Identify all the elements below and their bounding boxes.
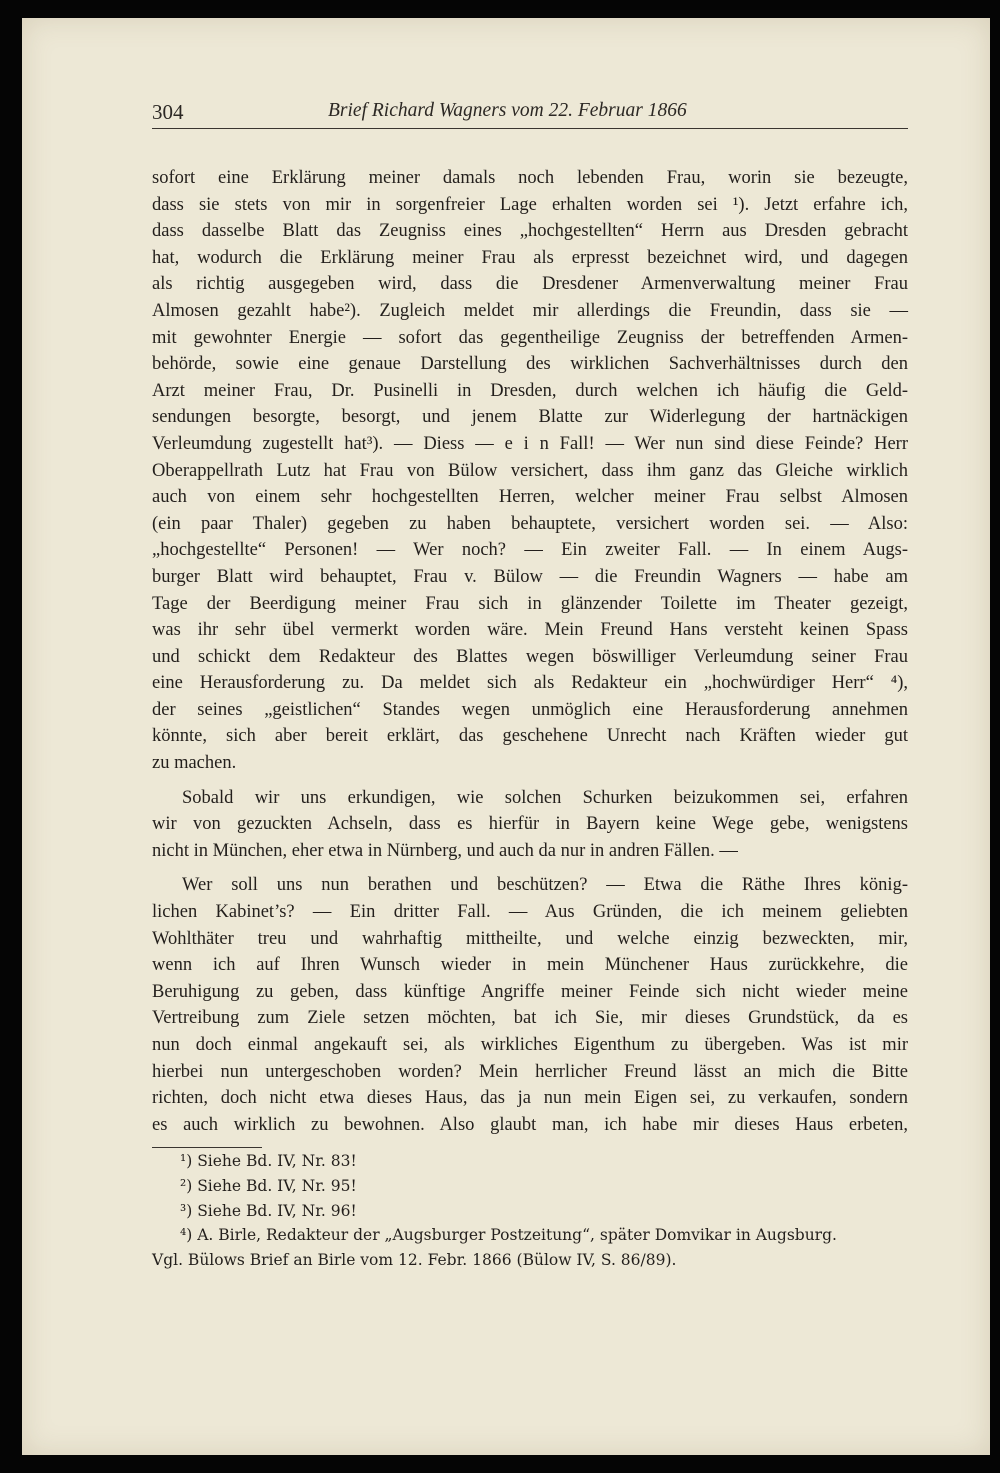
text-line: wir von gezuckten Achseln, dass es hierfür in Bayern keine Wege gebe, wenigstens — [152, 814, 908, 835]
text-line: was ihr sehr übel vermerkt worden wäre. Mein Freund Hans versteht keinen Spass — [152, 620, 908, 641]
text-line: „hochgestellte“ Personen! — Wer noch? — Ein zweiter Fall. — In einem Augs- — [152, 540, 908, 561]
text-line: richten, doch nicht etwa dieses Haus, das ja nun mein Eigen sei, zu verkaufen, sondern — [152, 1088, 908, 1109]
text-line: sofort eine Erklärung meiner damals noch lebenden Frau, worin sie bezeugte, — [152, 168, 908, 188]
text-line: Almosen gezahlt habe²). Zugleich meldet mir allerdings die Freundin, dass sie — — [152, 300, 908, 321]
text-line: auch von einem sehr hochgestellten Herren, welcher meiner Frau selbst Almosen — [152, 487, 908, 508]
text-line: Vertreibung zum Ziele setzen möchten, bat ich Sie, mir dieses Grundstück, da es — [152, 1008, 908, 1029]
footnote-rule — [152, 1147, 262, 1148]
text-line: Beruhigung zu geben, dass künftige Angriffe meiner Feinde sich nicht wieder meine — [152, 981, 908, 1002]
text-line: als richtig ausgegeben wird, dass die Dresdener Armenverwaltung meiner Frau — [152, 274, 908, 295]
text-line: hat, wodurch die Erklärung meiner Frau als erpresst bezeichnet wird, und dagegen — [152, 247, 908, 268]
text-line: lichen Kabinet’s? — Ein dritter Fall. — Aus Gründen, die ich meinem geliebten — [152, 902, 908, 923]
text-line: Wohlthäter treu und wahrhaftig mittheilte, und welche einzig bezweckten, mir, — [152, 928, 908, 949]
text-line: Sobald wir uns erkundigen, wie solchen Schurken beizukommen sei, erfahren — [182, 787, 908, 808]
text-line: burger Blatt wird behauptet, Frau v. Bülow — die Freundin Wagners — habe am — [152, 566, 908, 587]
text-line: zu machen. — [152, 753, 237, 774]
text-line: eine Herausforderung zu. Da meldet sich als Redakteur ein „hochwürdiger Herr“ ⁴), — [152, 673, 908, 694]
text-line: Tage der Beerdigung meiner Frau sich in glänzender Toilette im Theater gezeigt, — [152, 593, 908, 614]
footnote: ⁴) A. Birle, Redakteur der „Augsburger Postzeitung“, später Domvikar in Augsburg. — [180, 1226, 837, 1245]
text-line: dass sie stets von mir in sorgenfreier Lage erhalten worden sei ¹). Jetzt erfahre ich, — [152, 194, 908, 215]
text-line: behörde, sowie eine genaue Darstellung des wirklichen Sachverhältnisses durch den — [152, 354, 908, 375]
text-line: (ein paar Thaler) gegeben zu haben behauptete, versichert worden sei. — Also: — [152, 513, 908, 534]
text-line: und schickt dem Redakteur des Blattes wegen böswilliger Verleumdung seiner Frau — [152, 646, 908, 667]
text-line: Verleumdung zugestellt hat³). — Diess — e i n Fall! — Wer nun sind diese Feinde? Herr — [152, 433, 908, 454]
text-line: der seines „geistlichen“ Standes wegen unmöglich eine Herausforderung annehmen — [152, 699, 908, 720]
text-line: könnte, sich aber bereit erklärt, das geschehene Unrecht nach Kräften wieder gut — [152, 726, 908, 747]
text-line: wenn ich auf Ihren Wunsch wieder in mein Münchener Haus zurückkehre, die — [152, 955, 908, 976]
running-title: Brief Richard Wagners vom 22. Februar 1866 — [328, 100, 687, 121]
footnote: ¹) Siehe Bd. IV, Nr. 83! — [180, 1152, 357, 1170]
text-line: Arzt meiner Frau, Dr. Pusinelli in Dresden, durch welchen ich häufig die Geld- — [152, 380, 908, 401]
footnote-continuation: Vgl. Bülows Brief an Birle vom 12. Febr. 1866 (Bülow IV, S. 86/89). — [152, 1251, 677, 1270]
footnotes — [152, 1149, 908, 1273]
text-line: sendungen besorgte, besorgt, und jenem Blatte zur Widerlegung der hartnäckigen — [152, 407, 908, 428]
text-line: mit gewohnter Energie — sofort das gegentheilige Zeugniss der betreffenden Armen- — [152, 327, 908, 348]
text-line: nun doch einmal angekauft sei, als wirkliches Eigenthum zu übergeben. Was ist mir — [152, 1035, 908, 1055]
text-line: Wer soll uns nun berathen und beschützen? — Etwa die Räthe Ihres könig- — [182, 875, 908, 896]
page-header — [152, 98, 908, 129]
footnote: ²) Siehe Bd. IV, Nr. 95! — [180, 1176, 357, 1195]
text-line: hierbei nun untergeschoben worden? Mein herrlicher Freund lässt an mich die Bitte — [152, 1061, 908, 1082]
text-line: dass dasselbe Blatt das Zeugniss eines „hochgestellten“ Herrn aus Dresden gebracht — [152, 221, 908, 242]
footnote: ³) Siehe Bd. IV, Nr. 96! — [180, 1201, 357, 1220]
text-line: Oberappellrath Lutz hat Frau von Bülow versichert, dass ihm ganz das Gleiche wirklich — [152, 460, 908, 481]
text-line: nicht in München, eher etwa in Nürnberg, und auch da nur in andren Fällen. — — [152, 840, 738, 861]
text-line: es auch wirklich zu bewohnen. Also glaubt man, ich habe mir dieses Haus erbeten, — [152, 1114, 908, 1135]
page-number: 304 — [152, 100, 184, 124]
body-text — [152, 165, 908, 1138]
